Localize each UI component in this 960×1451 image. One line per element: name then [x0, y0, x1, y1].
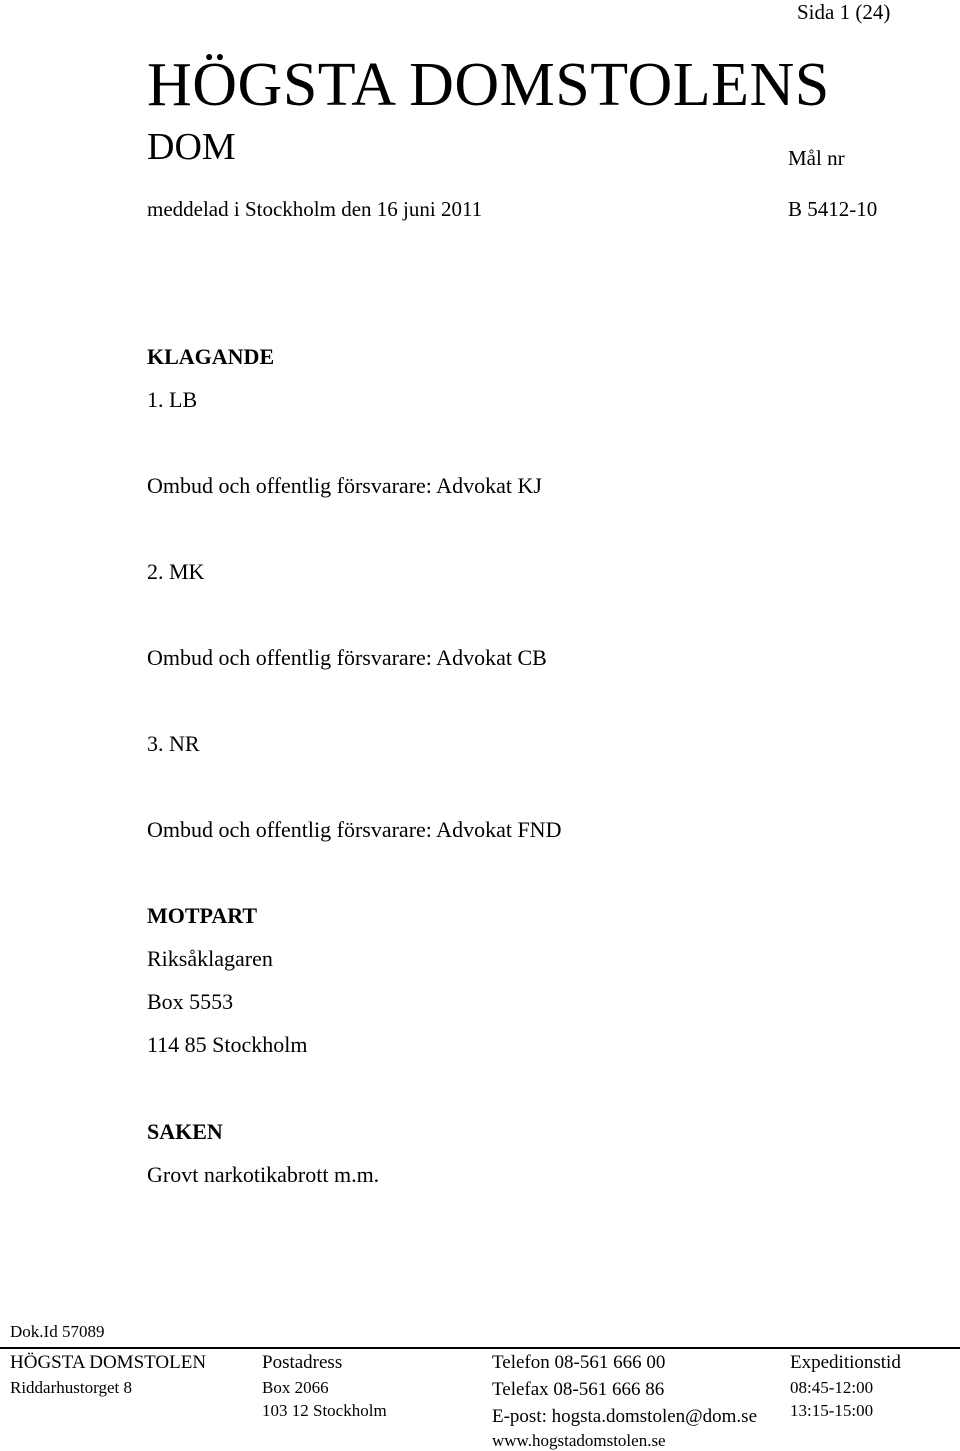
footer-postal-heading: Postadress	[262, 1352, 343, 1373]
case-number: B 5412-10	[788, 197, 878, 221]
party-name: 3. NR	[147, 731, 200, 756]
court-title: HÖGSTA DOMSTOLENS	[147, 51, 830, 119]
respondent-line: Box 5553	[147, 989, 234, 1014]
footer-website[interactable]: www.hogstadomstolen.se	[492, 1431, 666, 1450]
issued-date: meddelad i Stockholm den 16 juni 2011	[147, 197, 483, 221]
footer-divider	[0, 1347, 960, 1349]
case-number-label: Mål nr	[788, 146, 845, 170]
footer-postal-line: Box 2066	[262, 1378, 329, 1397]
party-name: 2. MK	[147, 559, 205, 584]
matter-heading: SAKEN	[147, 1119, 223, 1144]
footer-court-name: HÖGSTA DOMSTOLEN	[10, 1352, 207, 1373]
appellants-heading: KLAGANDE	[147, 344, 275, 369]
party-counsel: Ombud och offentlig försvarare: Advokat KJ	[147, 473, 542, 498]
matter-text: Grovt narkotikabrott m.m.	[147, 1162, 380, 1187]
respondent-heading: MOTPART	[147, 903, 258, 928]
page-number: Sida 1 (24)	[797, 0, 891, 24]
party-counsel: Ombud och offentlig försvarare: Advokat CB	[147, 645, 547, 670]
party-name: 1. LB	[147, 387, 198, 412]
respondent-line: Riksåklagaren	[147, 946, 273, 971]
footer-fax: Telefax 08-561 666 86	[492, 1379, 665, 1400]
document-type: DOM	[147, 126, 236, 168]
footer-email[interactable]: E-post: hogsta.domstolen@dom.se	[492, 1406, 758, 1427]
footer-street-address: Riddarhustorget 8	[10, 1378, 132, 1397]
footer-office-hours-line: 13:15-15:00	[790, 1401, 874, 1420]
document-id: Dok.Id 57089	[10, 1322, 105, 1341]
footer-postal-line: 103 12 Stockholm	[262, 1401, 387, 1420]
party-counsel: Ombud och offentlig försvarare: Advokat FND	[147, 817, 562, 842]
footer-office-hours-line: 08:45-12:00	[790, 1378, 874, 1397]
respondent-line: 114 85 Stockholm	[147, 1032, 308, 1057]
footer-office-hours-heading: Expeditionstid	[790, 1352, 901, 1373]
footer-phone: Telefon 08-561 666 00	[492, 1352, 666, 1373]
